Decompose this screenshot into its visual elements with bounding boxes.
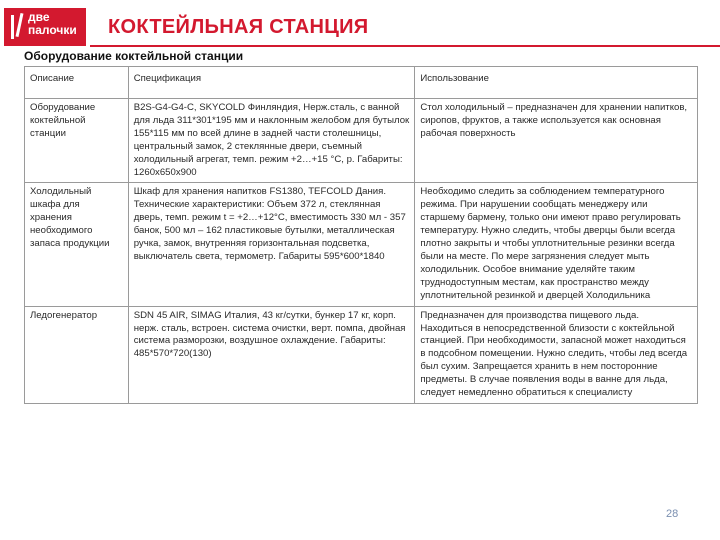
cell-description: Холодильный шкафа для хранения необходимого запаса продукции: [25, 183, 129, 306]
page-subtitle: Оборудование коктейльной станции: [24, 49, 244, 63]
header-usage: Использование: [415, 67, 698, 99]
page-title: КОКТЕЙЛЬНАЯ СТАНЦИЯ: [108, 16, 369, 38]
header-description: Описание: [25, 67, 129, 99]
cell-description: Оборудование коктейльной станции: [25, 99, 129, 183]
cell-usage: Стол холодильный – предназначен для хранении напитков, сиропов, фруктов, а также используется как основная рабочая поверхность: [415, 99, 698, 183]
title-underline: [90, 45, 720, 47]
table-row: [25, 183, 698, 306]
cell-description: Ледогенератор: [25, 306, 129, 403]
table-row: [25, 306, 698, 403]
brand-line-1: две: [28, 10, 50, 24]
equipment-table: [24, 66, 698, 404]
cell-usage: Необходимо следить за соблюдением температурного режима. При нарушении сообщать менеджеру или старшему бармену, только они имеют право регулировать температуру. Нужно следить, чтобы дверцы были всегда плотно закрыты и чтобы уплотнительные резинки всегда были на месте. По мере загрязнения следует мыть холодильник. Особое внимание уделяйте таким труднодоступным местам, как пространство между уплотнительной резинкой и дверцей Холодильника: [415, 183, 698, 306]
cell-specification: Шкаф для хранения напитков FS1380, TEFCOLD Дания. Технические характеристики: Объем 372 л, стеклянная дверь, темп. режим t = +2…+12°С, вместимость 330 мл - 357 банок, 500 мл – 162 пластиковые бутылки, металлическая ручка, замок, внутренняя горизонтальная подсветка, выключатель света, термометр. Габариты 595*600*1840: [128, 183, 415, 306]
cell-specification: B2S-G4-G4-C, SKYCOLD Финляндия, Нерж.сталь, с ванной для льда 311*301*195 мм и наклонным желобом для бутылок 155*115 мм по всей длине в задней части столешницы, центральный замок, 2 стеклянные двери, съемный холодильный агрегат, темп. режим +2…+15 °С, р. Габариты: 1260х650х900: [128, 99, 415, 183]
header-specification: Спецификация: [128, 67, 415, 99]
cell-specification: SDN 45 AIR, SIMAG Италия, 43 кг/сутки, бункер 17 кг, корп. нерж. сталь, встроен. система очистки, верт. помпа, двойная система разморозки, воздушное охлаждение. Габариты: 485*570*720(130): [128, 306, 415, 403]
logo-sticks-icon: [8, 13, 26, 39]
brand-line-2: палочки: [28, 23, 77, 37]
cell-usage: Предназначен для производства пищевого льда. Находиться в непосредственной близости с коктейльной станцией. При необходимости, запасной может находиться в подсобном помещении. Нужно следить, чтобы лед всегда был сухим. Запрещается хранить в нем посторонние предметы. В случае появления воды в ванне для льда, следует немедленно обратиться к специалисту: [415, 306, 698, 403]
table-header-row: [25, 67, 698, 99]
page-number: 28: [666, 508, 679, 520]
brand-logo: [4, 8, 86, 46]
table-row: [25, 99, 698, 183]
